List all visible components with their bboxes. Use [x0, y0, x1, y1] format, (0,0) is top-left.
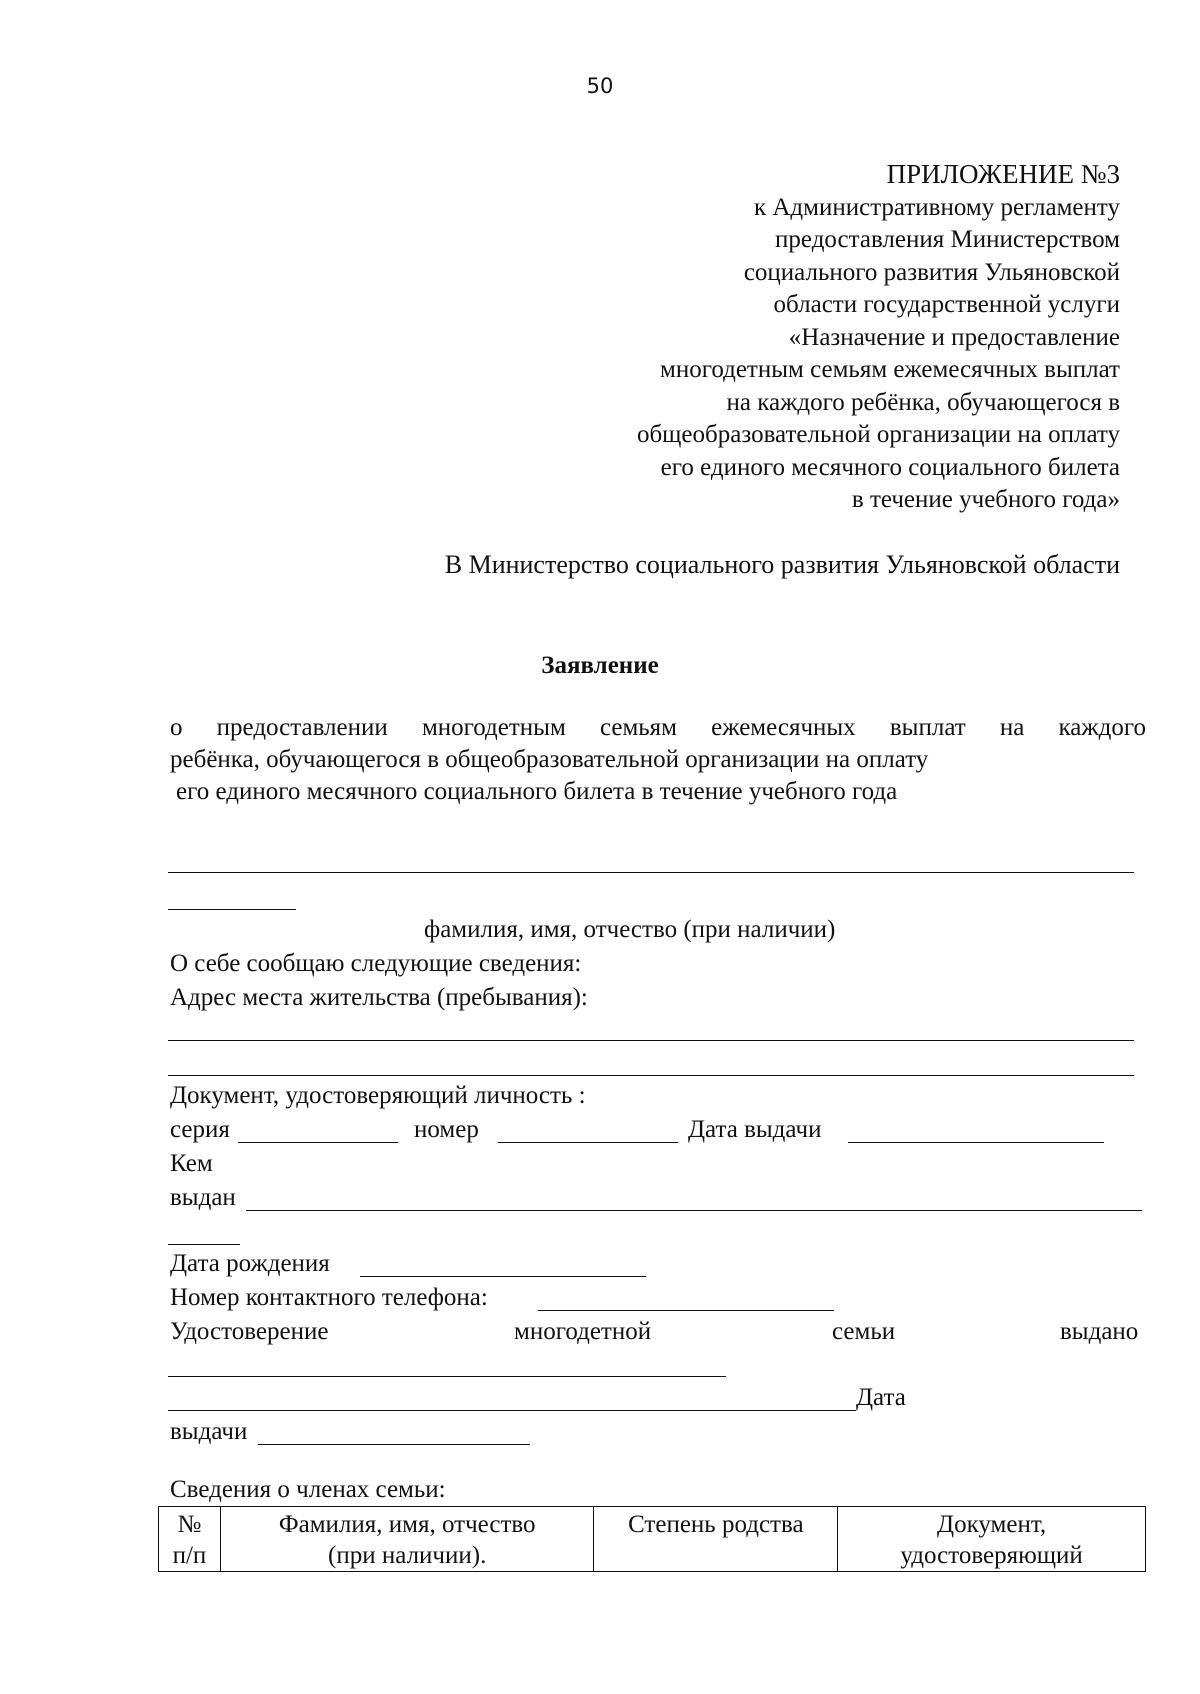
appendix-line: его единого месячного социального билета: [660, 453, 1120, 481]
issued-by-label-1: Кем: [170, 1150, 213, 1177]
certificate-date-label-1: Дата: [856, 1384, 906, 1411]
appendix-line: социального развития Ульяновской: [743, 258, 1120, 286]
family-members-label: Сведения о членах семьи:: [170, 1476, 446, 1503]
certificate-date-field[interactable]: [258, 1444, 530, 1445]
column-header-fio: [220, 1507, 594, 1572]
series-label: серия: [170, 1116, 230, 1143]
column-header-line: Документ,: [937, 1511, 1047, 1538]
column-header-number: [159, 1507, 221, 1572]
addressee: В Министерство социального развития Ульяновской области: [444, 550, 1120, 579]
subject-line: ребёнка, обучающегося в общеобразовательной организации на оплату: [170, 746, 929, 773]
fio-field-line[interactable]: [168, 872, 1134, 873]
issued-by-field-continuation[interactable]: [168, 1244, 240, 1245]
address-field-line-1[interactable]: [168, 1040, 1134, 1041]
appendix-line: общеобразовательной организации на оплату: [636, 421, 1120, 448]
fio-caption: фамилия, имя, отчество (при наличии): [424, 916, 836, 943]
column-header-line: (при наличии).: [328, 1542, 487, 1569]
certificate-word: многодетной: [514, 1318, 652, 1345]
issued-by-label-2: выдан: [170, 1184, 236, 1211]
issue-date-field[interactable]: [848, 1142, 1104, 1143]
appendix-line: предоставления Министерством: [775, 226, 1120, 253]
number-label: номер: [414, 1116, 479, 1143]
application-subject: [170, 712, 1146, 808]
birth-date-field[interactable]: [360, 1276, 646, 1277]
appendix-line: к Административному регламенту: [753, 193, 1120, 221]
appendix-line: на каждого ребёнка, обучающегося в: [726, 388, 1120, 416]
phone-field[interactable]: [538, 1310, 834, 1311]
page-number: 50: [586, 74, 614, 98]
appendix-header: [400, 158, 1120, 517]
certificate-word: семьи: [832, 1318, 896, 1345]
subject-line: о предоставлении многодетным семьям ежемесячных выплат на каждого: [170, 714, 1146, 741]
certificate-date-label-2: выдачи: [170, 1418, 248, 1445]
birth-date-label: Дата рождения: [170, 1250, 330, 1277]
appendix-line: многодетным семьям ежемесячных выплат: [660, 356, 1120, 383]
family-members-table: [158, 1506, 1146, 1572]
certificate-word: выдано: [1060, 1318, 1139, 1345]
number-field[interactable]: [498, 1142, 678, 1143]
address-field-line-2[interactable]: [168, 1075, 1134, 1076]
fio-field-line-continuation[interactable]: [168, 909, 296, 910]
issue-date-label: Дата выдачи: [688, 1116, 822, 1143]
series-field[interactable]: [238, 1142, 398, 1143]
about-self-label: О себе сообщаю следующие сведения:: [170, 950, 582, 977]
document-title: Заявление: [541, 652, 659, 679]
column-header-line: п/п: [172, 1542, 207, 1569]
issued-by-field[interactable]: [246, 1210, 1142, 1211]
certificate-field-line-1[interactable]: [168, 1376, 726, 1377]
certificate-field-line-2[interactable]: [168, 1410, 856, 1411]
column-header-relation: [594, 1507, 838, 1572]
table-header-row: [159, 1507, 1146, 1572]
column-header-line: [598, 1540, 833, 1571]
column-header-document: [838, 1507, 1146, 1572]
appendix-line: в течение учебного года»: [851, 486, 1120, 513]
column-header-line: Степень родства: [628, 1511, 804, 1538]
column-header-line: Фамилия, имя, отчество: [278, 1511, 536, 1538]
appendix-line: области государственной услуги: [773, 291, 1120, 318]
certificate-word: Удостоверение: [170, 1318, 329, 1345]
appendix-line: «Назначение и предоставление: [788, 323, 1120, 351]
subject-line: его единого месячного социального билета в течение учебного года: [176, 778, 898, 805]
appendix-title: ПРИЛОЖЕНИЕ №3: [886, 159, 1120, 189]
column-header-line: №: [177, 1511, 202, 1538]
address-label: Адрес места жительства (пребывания):: [170, 984, 588, 1011]
column-header-line: удостоверяющий: [900, 1542, 1083, 1569]
phone-label: Номер контактного телефона:: [170, 1284, 488, 1311]
id-document-label: Документ, удостоверяющий личность :: [170, 1082, 586, 1109]
